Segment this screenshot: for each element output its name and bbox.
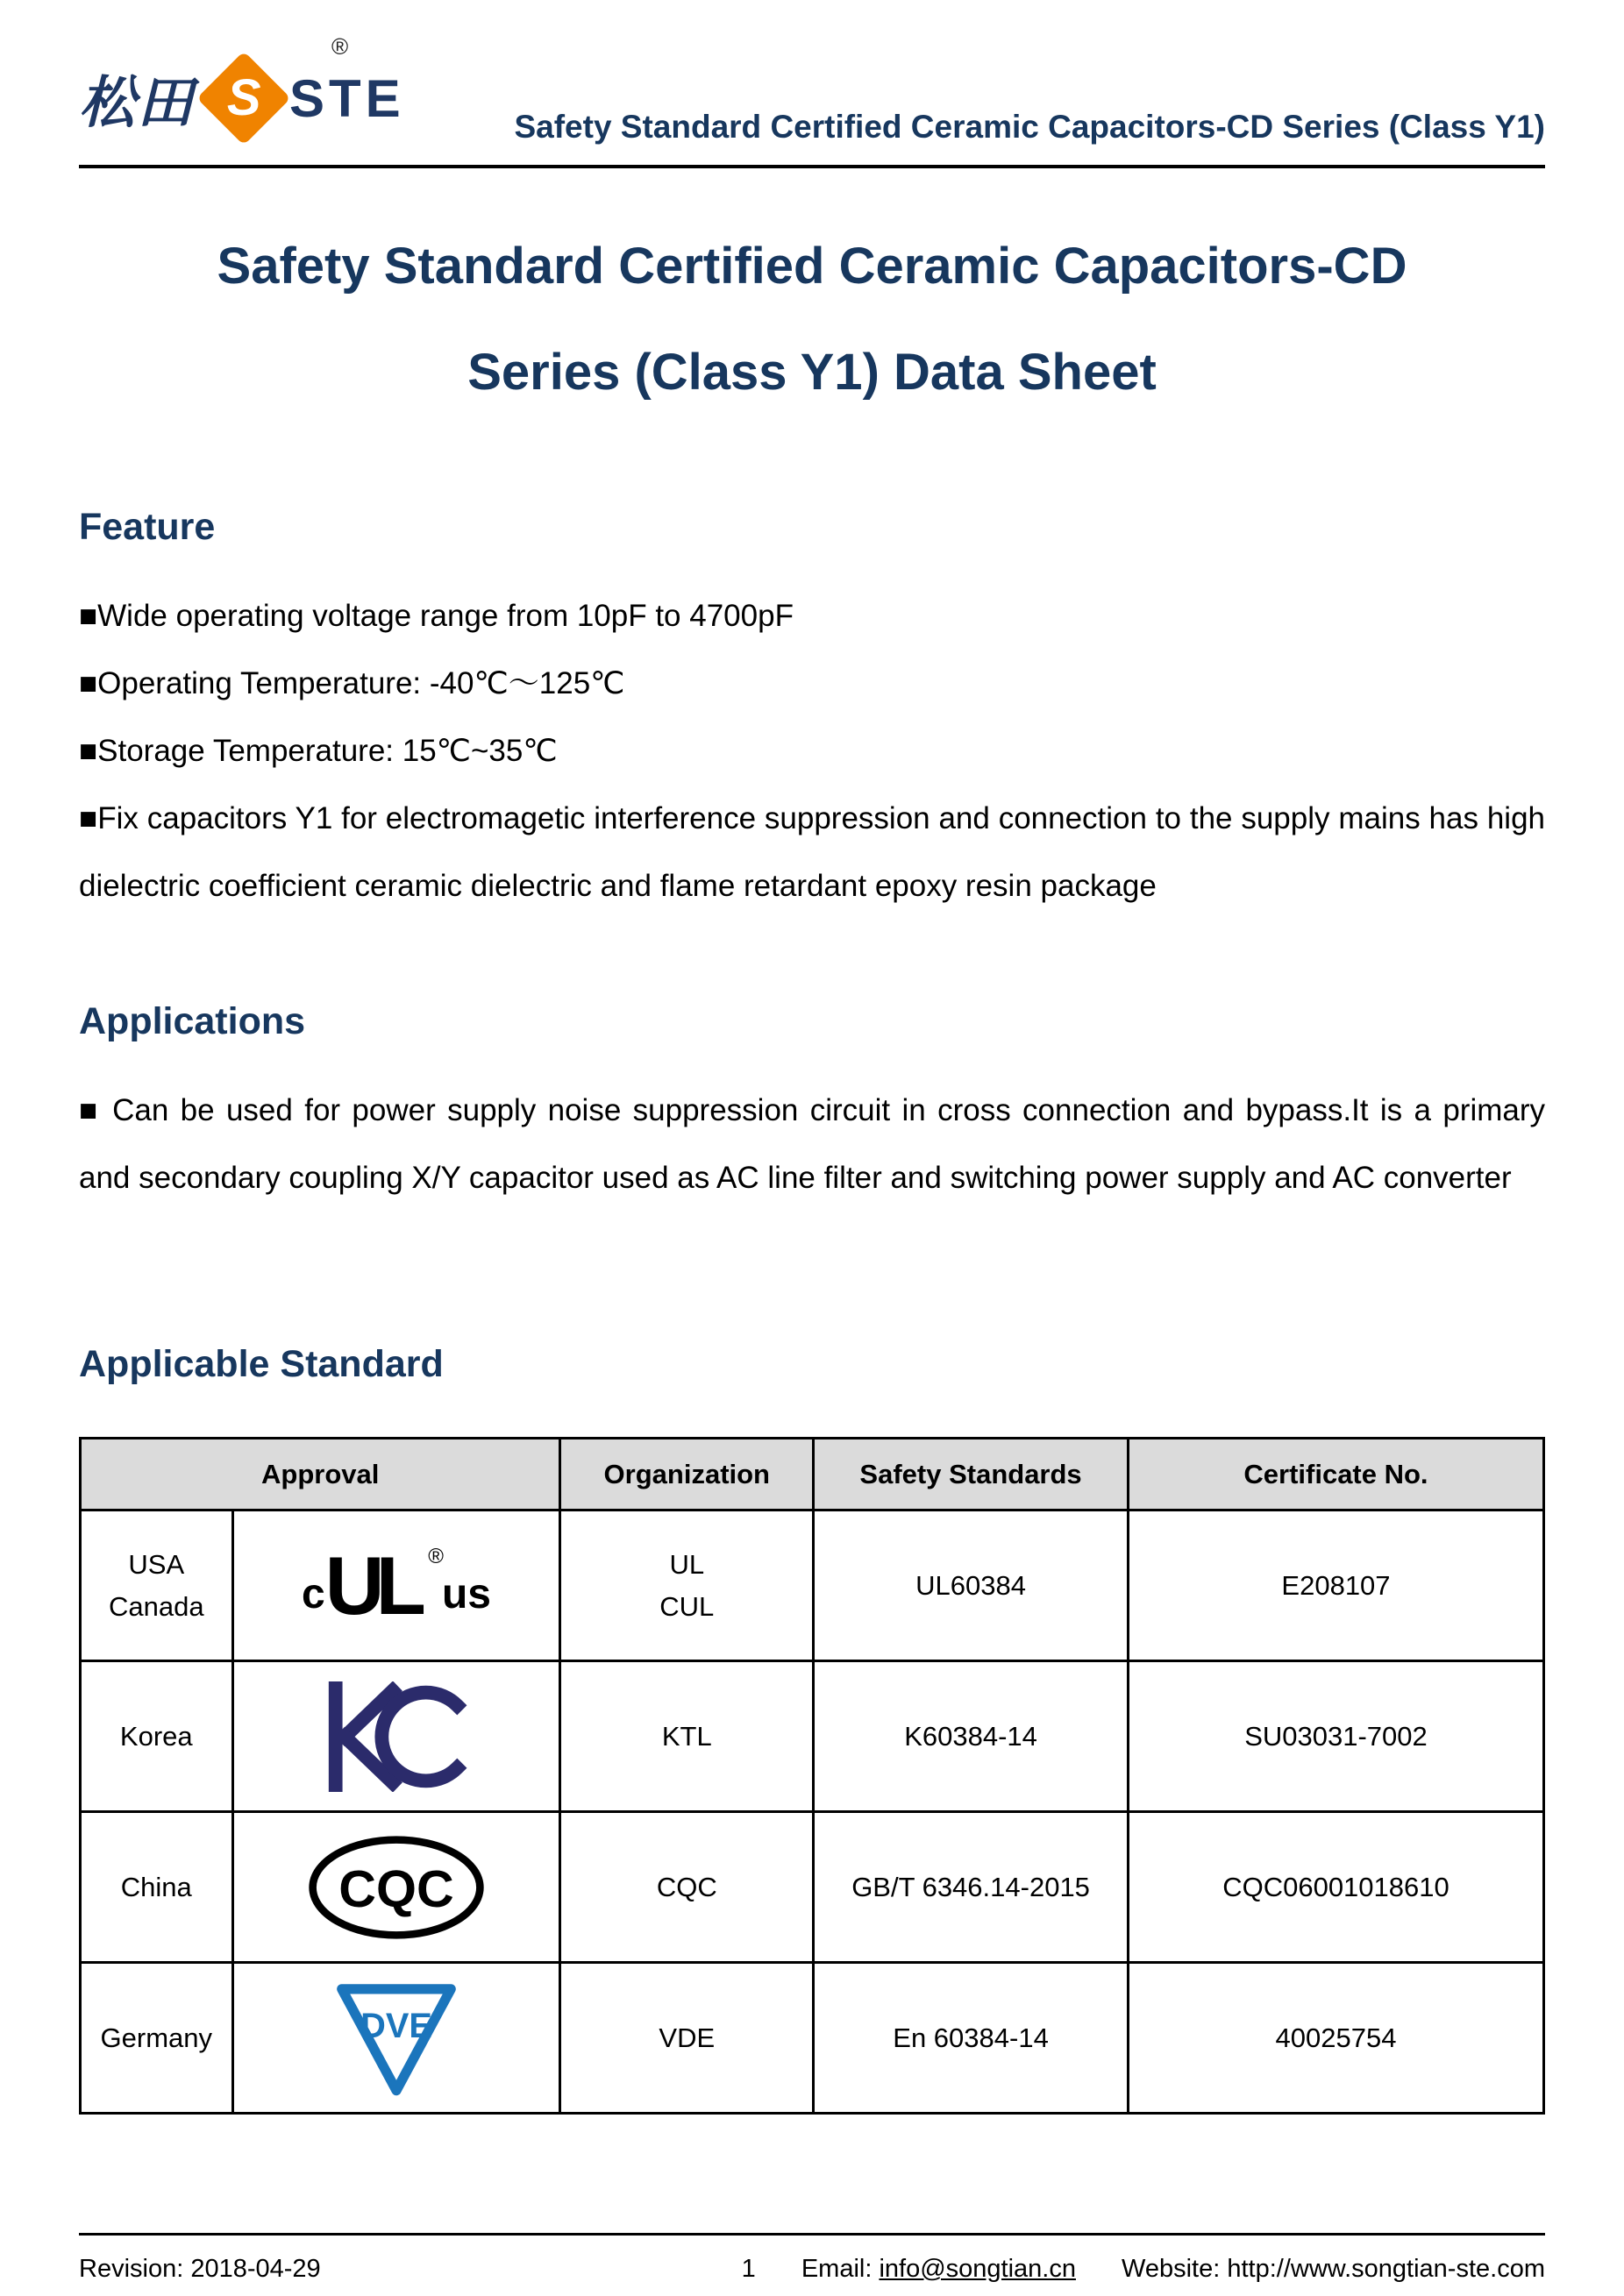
cqc-mark-text: CQC [338,1859,454,1918]
approval-logo-cell [232,1511,560,1661]
safety-standard-cell: En 60384-14 [814,1963,1129,2114]
footer-email-label: Email: [801,2255,873,2283]
organization-cell: CQC [560,1812,814,1963]
organization-cell: VDE [560,1963,814,2114]
company-logo [79,33,405,151]
logo-ste-text: STE [289,68,405,128]
approval-country-cell: Korea [81,1661,233,1812]
certificate-no-cell: 40025754 [1128,1963,1543,2114]
feature-item: ■Operating Temperature: -40℃～125℃ [79,666,625,701]
page-title-line2: Series (Class Y1) Data Sheet [467,343,1157,401]
table-row [81,1963,1544,2114]
feature-item: ■Storage Temperature: 15℃~35℃ [79,734,558,769]
applications-paragraph: ■ Can be used for power supply noise suppression circuit in cross connection and bypass.It is a primary and secondary coupling X/Y capacitor used as AC line filter and switching power supply and AC converter [79,1093,1545,1196]
safety-standard-cell: K60384-14 [814,1661,1129,1812]
organization-line: UL [669,1548,705,1580]
header-organization: Organization [560,1439,814,1511]
certificate-no-cell: SU03031-7002 [1128,1661,1543,1812]
organization-cell: KTL [560,1661,814,1812]
footer-page-number: 1 [741,2255,756,2283]
doc-footer [79,2233,1545,2284]
country-line: USA [128,1548,185,1580]
safety-standard-cell: GB/T 6346.14-2015 [814,1812,1129,1963]
logo-chinese-text: 松田 [79,71,195,134]
page-title [79,214,1545,425]
country-line: Canada [108,1590,204,1622]
approval-logo-cell [232,1812,560,1963]
approval-country-cell [81,1511,233,1661]
header-certificate-no: Certificate No. [1128,1439,1543,1511]
cul-us-mark-icon [301,1539,491,1631]
organization-line: CUL [659,1590,715,1622]
applicable-standard-heading: Applicable Standard [79,1343,444,1386]
feature-heading: Feature [79,506,216,549]
header-divider [79,165,1545,168]
ul-mark-prefix: c [301,1570,325,1617]
footer-email-link[interactable]: info@songtian.cn [879,2255,1076,2283]
ul-mark-suffix: us [441,1570,491,1617]
cqc-mark-icon [304,1833,488,1942]
feature-item: ■Fix capacitors Y1 for electromagetic interference suppression and connection to the supply mains has high dielectric coefficient ceramic dielectric and flame retardant epoxy resin package [79,801,1545,904]
approval-logo-cell [232,1661,560,1812]
applicable-standard-table [79,1437,1545,2115]
table-header-row [81,1439,1544,1511]
feature-list [79,582,1545,920]
ul-registered-symbol: ® [428,1544,444,1568]
certificate-no-cell: CQC06001018610 [1128,1812,1543,1963]
safety-standard-cell: UL60384 [814,1511,1129,1661]
approval-country-cell: China [81,1812,233,1963]
header-running-title: Safety Standard Certified Ceramic Capacitors-CD Series (Class Y1) [514,109,1545,145]
kc-mark-icon [323,1681,470,1792]
vde-mark-letters: DVE [360,2006,432,2045]
footer-email [801,2255,1076,2284]
header-approval: Approval [81,1439,560,1511]
footer-right-group [742,2255,1545,2284]
feature-item: ■Wide operating voltage range from 10pF to 4700pF [79,599,794,634]
page-title-line1: Safety Standard Certified Ceramic Capacitors-CD [217,238,1407,295]
registered-trademark-symbol: ® [331,33,349,60]
organization-cell [560,1511,814,1661]
table-row [81,1511,1544,1661]
ul-mark-monogram: UL ® [324,1539,444,1631]
logo-s-letter: S [226,69,261,126]
logo-s-diamond-icon [196,51,290,145]
applications-heading: Applications [79,1000,306,1043]
footer-revision: Revision: 2018-04-29 [79,2255,321,2283]
approval-country-cell: Germany [81,1963,233,2114]
vde-mark-icon [328,1977,465,2100]
doc-header [79,0,1545,151]
footer-website: Website: http://www.songtian-ste.com [1121,2255,1545,2283]
approval-logo-cell [232,1963,560,2114]
table-row [81,1661,1544,1812]
header-safety-standards: Safety Standards [814,1439,1129,1511]
table-row [81,1812,1544,1963]
certificate-no-cell: E208107 [1128,1511,1543,1661]
